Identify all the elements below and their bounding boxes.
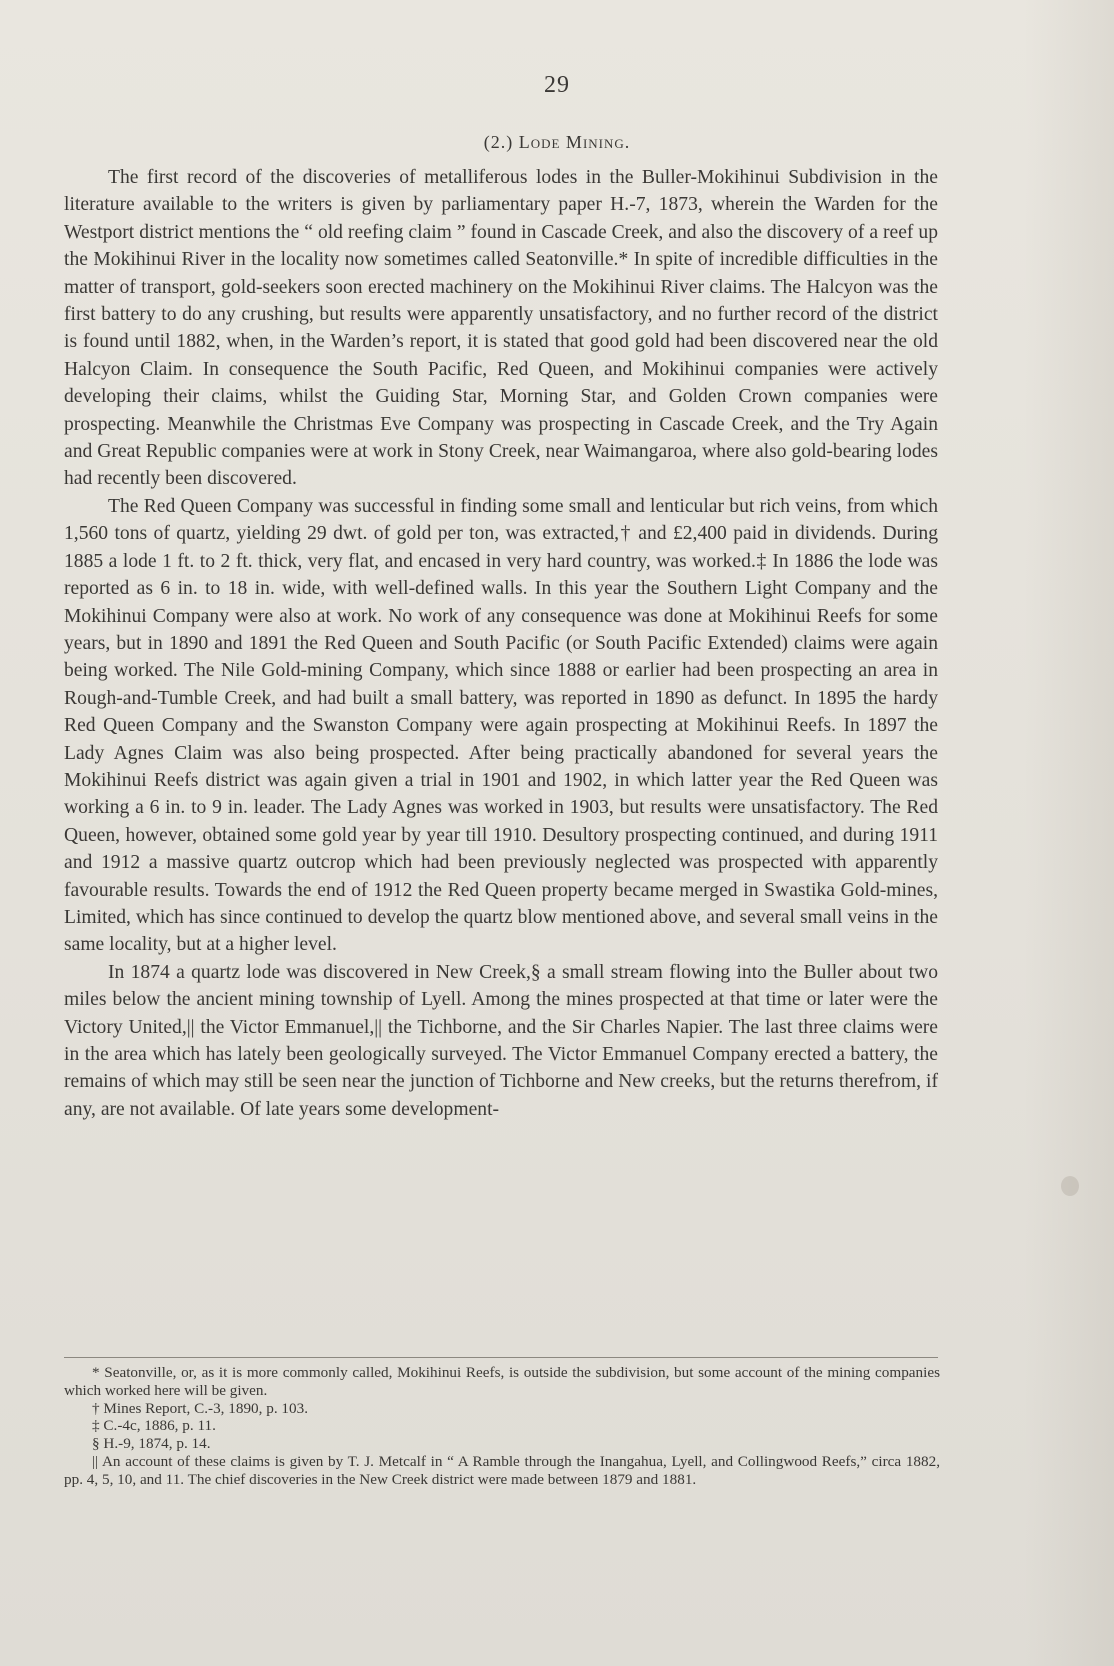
footnotes bbox=[64, 1364, 940, 1489]
section-heading: (2.) Lode Mining. bbox=[483, 132, 631, 152]
paper-blemish bbox=[1061, 1176, 1079, 1196]
body-text bbox=[64, 164, 938, 1123]
footnote-parallel: || An account of these claims is given by T. J. Metcalf in “ A Ramble through the Inangahua, Lyell, and Collingwood Reefs,” circa 1882, pp. 4, 5, 10, and 11. The chief discoveries in the New Creek district were made between 1879 and 1881. bbox=[64, 1452, 940, 1488]
paragraph-3: In 1874 a quartz lode was discovered in New Creek,§ a small stream flowing into the Buller about two miles below the ancient mining township of Lyell. Among the mines prospected at that time or later were the Victory United,|| the Victor Emmanuel,|| the Tichborne, and the Sir Charles Napier. The last three claims were in the area which has lately been geologically surveyed. The Victor Emmanuel Company erected a battery, the remains of which may still be seen near the junction of Tichborne and New creeks, but the returns therefrom, if any, are not available. Of late years some development- bbox=[64, 961, 938, 1120]
paragraph-2: The Red Queen Company was successful in finding some small and lenticular but rich veins, from which 1,560 tons of quartz, yielding 29 dwt. of gold per ton, was extracted,† and £2,400 paid in dividends. During 1885 a lode 1 ft. to 2 ft. thick, very flat, and encased in very hard country, was worked.‡ In 1886 the lode was reported as 6 in. to 18 in. wide, with well-defined walls. In this year the Southern Light Company and the Mokihinui Company were also at work. No work of any consequence was done at Mokihinui Reefs for some years, but in 1890 and 1891 the Red Queen and South Pacific (or South Pacific Extended) claims were again being worked. The Nile Gold-mining Company, which since 1888 or earlier had been prospecting an area in Rough-and-Tumble Creek, and had built a small battery, was reported in 1890 as defunct. In 1895 the hardy Red Queen Company and the Swanston Company were again prospecting at Mokihinui Reefs. In 1897 the Lady Agnes Claim was also being prospected. After being practically abandoned for several years the Mokihinui Reefs district was again given a trial in 1901 and 1902, in which latter year the Red Queen was working a 6 in. to 9 in. leader. The Lady Agnes was worked in 1903, but results were unsatisfactory. The Red Queen, however, obtained some gold year by year till 1910. Desultory prospecting continued, and during 1911 and 1912 a massive quartz outcrop which had been previously neglected was prospected with apparently favourable results. Towards the end of 1912 the Red Queen property became merged in Swastika Gold-mines, Limited, which has since continued to develop the quartz blow mentioned above, and several small veins in the same locality, but at a higher level. bbox=[64, 495, 938, 956]
footnote-divider bbox=[64, 1357, 938, 1358]
footnote-asterisk: * Seatonville, or, as it is more commonly called, Mokihinui Reefs, is outside the subdivision, but some account of the mining companies which worked here will be given. bbox=[64, 1364, 940, 1399]
footnote-section: § H.-9, 1874, p. 14. bbox=[92, 1435, 211, 1453]
footnote-dagger: † Mines Report, C.-3, 1890, p. 103. bbox=[92, 1399, 308, 1417]
footnote-double-dagger: ‡ C.-4c, 1886, p. 11. bbox=[92, 1417, 216, 1435]
paragraph-1: The first record of the discoveries of metalliferous lodes in the Buller-Mokihinui Subdivision in the literature available to the writers is given by parliamentary paper H.-7, 1873, wherein the Warden for the Westport district mentions the “ old reefing claim ” found in Cascade Creek, and also the discovery of a reef up the Mokihinui River in the locality now sometimes called Seatonville.* In spite of incredible difficulties in the matter of transport, gold-seekers soon erected machinery on the Mokihinui River claims. The Halcyon was the first battery to do any crushing, but results were apparently unsatisfactory, and no further record of the district is found until 1882, when, in the Warden’s report, it is stated that good gold had been discovered near the old Halcyon Claim. In consequence the South Pacific, Red Queen, and Mokihinui companies were actively developing their claims, whilst the Guiding Star, Morning Star, and Golden Crown companies were prospecting. Meanwhile the Christmas Eve Company was prospecting in Cascade Creek, and the Try Again and Great Republic companies were at work in Stony Creek, near Waimangaroa, where also gold-bearing lodes had recently been discovered. bbox=[64, 167, 938, 490]
page-number: 29 bbox=[544, 72, 570, 98]
